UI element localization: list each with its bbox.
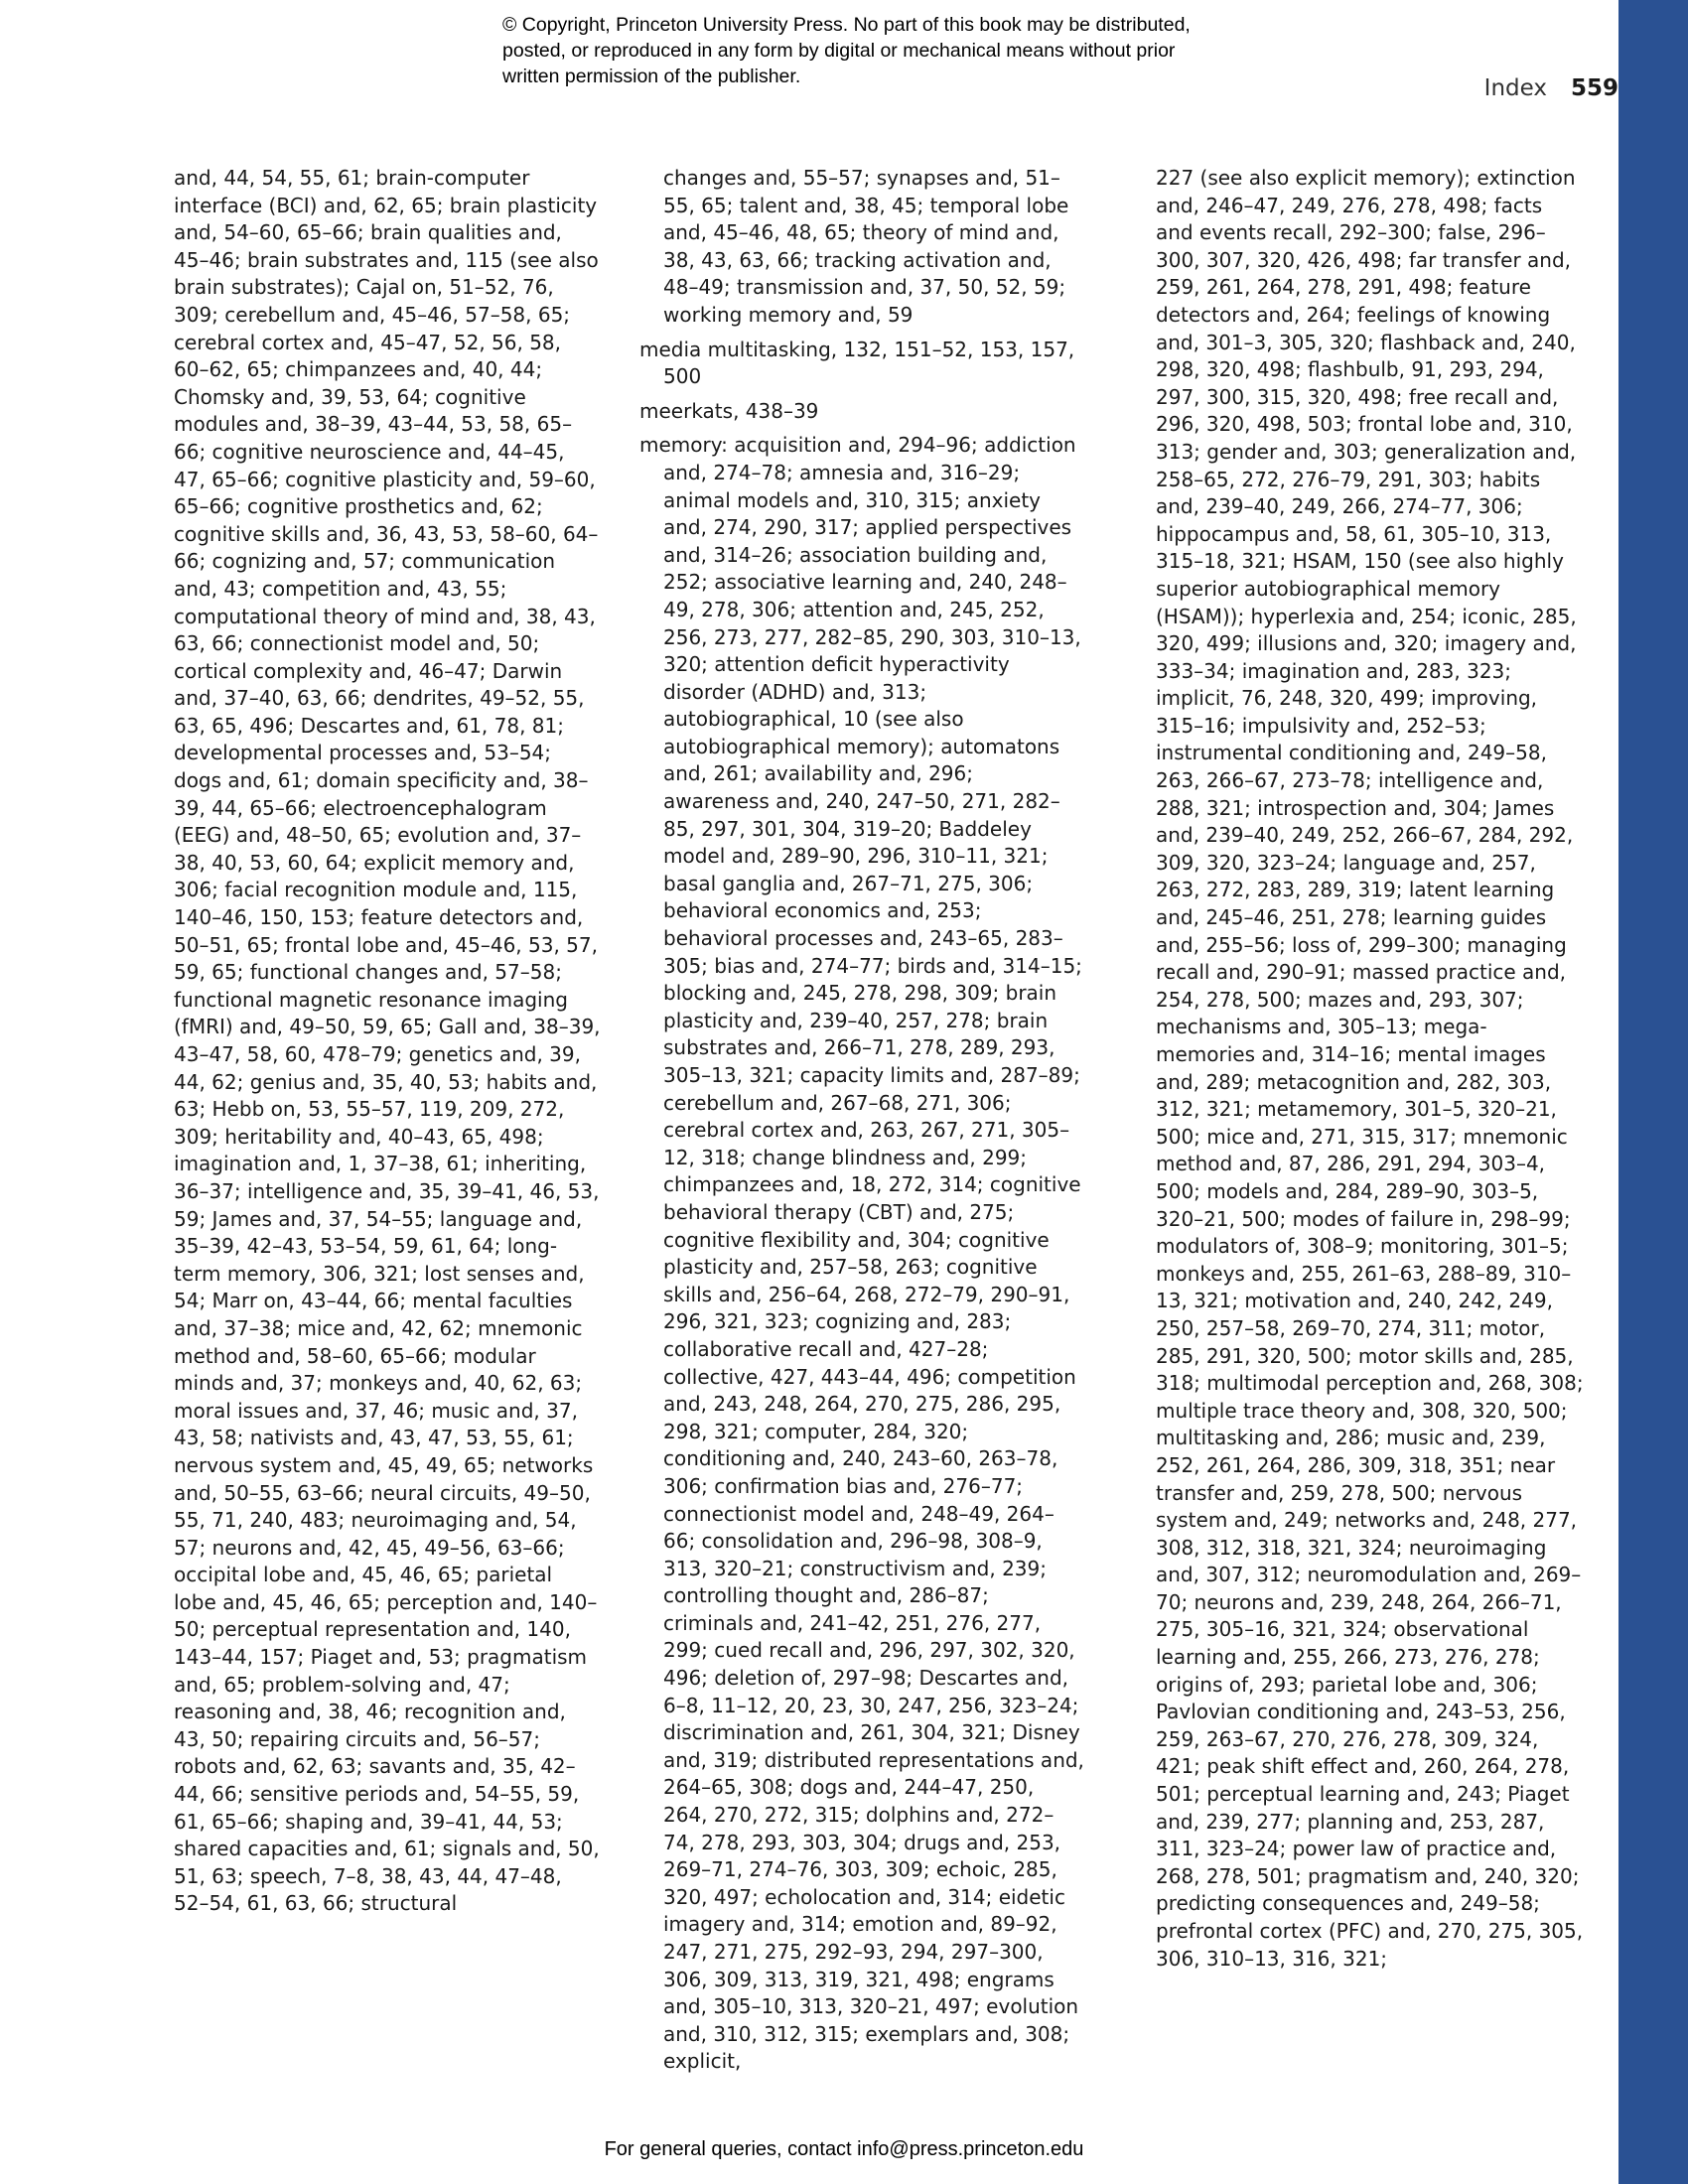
running-head-section: Index [1483,75,1547,101]
index-column-3 [1156,165,1585,1973]
index-column-1 [174,165,601,1918]
index-entry: media multitasking, 132, 151–52, 153, 157, 500 [639,337,1075,389]
index-column-2 [639,165,1084,2083]
page-number: 559 [1570,75,1618,101]
index-entry: meerkats, 438–39 [639,398,819,423]
index-entry-continued: changes and, 55–57; synapses and, 51–55, 65; talent and, 38, 45; temporal lobe and, 45–46, 48, 65; theory of mind and, 38, 43, 63, 66; tracking activation and, 48–49; transmission and, 37, 50, 52, 59; working memory and, 59 [663,166,1069,327]
index-entry: memory: acquisition and, 294–96; addiction and, 274–78; amnesia and, 316–29; animal models and, 310, 315; anxiety and, 274, 290, 317; applied perspectives and, 314–26; association building and, 252; associative learning and, 240, 248–49, 278, 306; attention and, 245, 252, 256, 273, 277, 282–85, 290, 303, 310–13, 320; attention deficit hyperactivity disorder (ADHD) and, 313; autobiographical, 10 (see also autobiographical memory); automatons and, 261; availability and, 296; awareness and, 240, 247–50, 271, 282–85, 297, 301, 304, 319–20; Baddeley model and, 289–90, 296, 310–11, 321; basal ganglia and, 267–71, 275, 306; behavioral economics and, 253; behavioral processes and, 243–65, 283–305; bias and, 274–77; birds and, 314–15; blocking and, 245, 278, 298, 309; brain plasticity and, 239–40, 257, 278; brain substrates and, 266–71, 278, 289, 293, 305–13, 321; capacity limits and, 287–89; cerebellum and, 267–68, 271, 306; cerebral cortex and, 263, 267, 271, 305–12, 318; change blindness and, 299; chimpanzees and, 18, 272, 314; cognitive behavioral therapy (CBT) and, 275; cognitive flexibility and, 304; cognitive plasticity and, 257–58, 263; cognitive skills and, 256–64, 268, 272–79, 290–91, 296, 321, 323; cognizing and, 283; collaborative recall and, 427–28; collective, 427, 443–44, 496; competition and, 243, 248, 264, 270, 275, 286, 295, 298, 321; computer, 284, 320; conditioning and, 240, 243–60, 263–78, 306; confirmation bias and, 276–77; connectionist model and, 248–49, 264–66; consolidation and, 296–98, 308–9, 313, 320–21; constructivism and, 239; controlling thought and, 286–87; criminals and, 241–42, 251, 276, 277, 299; cued recall and, 296, 297, 302, 320, 496; deletion of, 297–98; Descartes and, 6–8, 11–12, 20, 23, 30, 247, 256, 323–24; discrimination and, 261, 304, 321; Disney and, 319; distributed representations and, 264–65, 308; dogs and, 244–47, 250, 264, 270, 272, 315; dolphins and, 272–74, 278, 293, 303, 304; drugs and, 253, 269–71, 274–76, 303, 309; echoic, 285, 320, 497; echolocation and, 314; eidetic imagery and, 314; emotion and, 89–92, 247, 271, 275, 292–93, 294, 297–300, 306, 309, 313, 319, 321, 498; engrams and, 305–10, 313, 320–21, 497; evolution and, 310, 312, 315; exemplars and, 308; explicit, [639,433,1084,2074]
index-entry-continued: and, 44, 54, 55, 61; brain-computer interface (BCI) and, 62, 65; brain plasticity and, 54–60, 65–66; brain qualities and, 45–46; brain substrates and, 115 (see also brain substrates); Cajal on, 51–52, 76, 309; cerebellum and, 45–46, 57–58, 65; cerebral cortex and, 45–47, 52, 56, 58, 60–62, 65; chimpanzees and, 40, 44; Chomsky and, 39, 53, 64; cognitive modules and, 38–39, 43–44, 53, 58, 65–66; cognitive neuroscience and, 44–45, 47, 65–66; cognitive plasticity and, 59–60, 65–66; cognitive prosthetics and, 62; cognitive skills and, 36, 43, 53, 58–60, 64–66; cognizing and, 57; communication and, 43; competition and, 43, 55; computational theory of mind and, 38, 43, 63, 66; connectionist model and, 50; cortical complexity and, 46–47; Darwin and, 37–40, 63, 66; dendrites, 49–52, 55, 63, 65, 496; Descartes and, 61, 78, 81; developmental processes and, 53–54; dogs and, 61; domain specificity and, 38–39, 44, 65–66; electroencephalogram (EEG) and, 48–50, 65; evolution and, 37–38, 40, 53, 60, 64; explicit memory and, 306; facial recognition module and, 115, 140–46, 150, 153; feature detectors and, 50–51, 65; frontal lobe and, 45–46, 53, 57, 59, 65; functional changes and, 57–58; functional magnetic resonance imaging (fMRI) and, 49–50, 59, 65; Gall and, 38–39, 43–47, 58, 60, 478–79; genetics and, 39, 44, 62; genius and, 35, 40, 53; habits and, 63; Hebb on, 53, 55–57, 119, 209, 272, 309; heritability and, 40–43, 65, 498; imagination and, 1, 37–38, 61; inheriting, 36–37; intelligence and, 35, 39–41, 46, 53, 59; James and, 37, 54–55; language and, 35–39, 42–43, 53–54, 59, 61, 64; long-term memory, 306, 321; lost senses and, 54; Marr on, 43–44, 66; mental faculties and, 37–38; mice and, 42, 62; mnemonic method and, 58–60, 65–66; modular minds and, 37; monkeys and, 40, 62, 63; moral issues and, 37, 46; music and, 37, 43, 58; nativists and, 43, 47, 53, 55, 61; nervous system and, 45, 49, 65; networks and, 50–55, 63–66; neural circuits, 49–50, 55, 71, 240, 483; neuroimaging and, 54, 57; neurons and, 42, 45, 49–56, 63–66; occipital lobe and, 45, 46, 65; parietal lobe and, 45, 46, 65; perception and, 140–50; perceptual representation and, 140, 143–44, 157; Piaget and, 53; pragmatism and, 65; problem-solving and, 47; reasoning and, 38, 46; recognition and, 43, 50; repairing circuits and, 56–57; robots and, 62, 63; savants and, 35, 42–44, 66; sensitive periods and, 54–55, 59, 61, 65–66; shaping and, 39–41, 44, 53; shared capacities and, 61; signals and, 50, 51, 63; speech, 7–8, 38, 43, 44, 47–48, 52–54, 61, 63, 66; structural [174,166,601,1916]
copyright-notice: © Copyright, Princeton University Press. No part of this book may be distributed, posted, or reproduced in any form by digital or mechanical means without prior written permission of the publisher. [502,14,1191,87]
running-head [1370,73,1618,103]
blue-edge-bar [1618,0,1688,2184]
footer-contact: For general queries, contact info@press.princeton.edu [604,2138,1084,2160]
index-entry-continued: 227 (see also explicit memory); extinction and, 246–47, 249, 276, 278, 498; facts and events recall, 292–300; false, 296–300, 307, 320, 426, 498; far transfer and, 259, 261, 264, 278, 291, 498; feature detectors and, 264; feelings of knowing and, 301–3, 305, 320; flashback and, 240, 298, 320, 498; flashbulb, 91, 293, 294, 297, 300, 315, 320, 498; free recall and, 296, 320, 498, 503; frontal lobe and, 310, 313; gender and, 303; generalization and, 258–65, 272, 276–79, 291, 303; habits and, 239–40, 249, 266, 274–77, 306; hippocampus and, 58, 61, 305–10, 313, 315–18, 321; HSAM, 150 (see also highly superior autobiographical memory (HSAM)); hyperlexia and, 254; iconic, 285, 320, 499; illusions and, 320; imagery and, 333–34; imagination and, 283, 323; implicit, 76, 248, 320, 499; improving, 315–16; impulsivity and, 252–53; instrumental conditioning and, 249–58, 263, 266–67, 273–78; intelligence and, 288, 321; introspection and, 304; James and, 239–40, 249, 252, 266–67, 284, 292, 309, 320, 323–24; language and, 257, 263, 272, 283, 289, 319; latent learning and, 245–46, 251, 278; learning guides and, 255–56; loss of, 299–300; managing recall and, 290–91; massed practice and, 254, 278, 500; mazes and, 293, 307; mechanisms and, 305–13; mega-memories and, 314–16; mental images and, 289; metacognition and, 282, 303, 312, 321; metamemory, 301–5, 320–21, 500; mice and, 271, 315, 317; mnemonic method and, 87, 286, 291, 294, 303–4, 500; models and, 284, 289–90, 303–5, 320–21, 500; modes of failure in, 298–99; modulators of, 308–9; monitoring, 301–5; monkeys and, 255, 261–63, 288–89, 310–13, 321; motivation and, 240, 242, 249, 250, 257–58, 269–70, 274, 311; motor, 285, 291, 320, 500; motor skills and, 285, 318; multimodal perception and, 268, 308; multiple trace theory and, 308, 320, 500; multitasking and, 286; music and, 239, 252, 261, 264, 286, 309, 318, 351; near transfer and, 259, 278, 500; nervous system and, 249; networks and, 248, 277, 308, 312, 318, 321, 324; neuroimaging and, 307, 312; neuromodulation and, 269–70; neurons and, 239, 248, 264, 266–71, 275, 305–16, 321, 324; observational learning and, 255, 266, 273, 276, 278; origins of, 293; parietal lobe and, 306; Pavlovian conditioning and, 243–53, 256, 259, 263–67, 270, 276, 278, 309, 324, 421; peak shift effect and, 260, 264, 278, 501; perceptual learning and, 243; Piaget and, 239, 277; planning and, 253, 287, 311, 323–24; power law of practice and, 268, 278, 501; pragmatism and, 240, 320; predicting consequences and, 249–58; prefrontal cortex (PFC) and, 270, 275, 305, 306, 310–13, 316, 321; [1156,166,1584,1971]
